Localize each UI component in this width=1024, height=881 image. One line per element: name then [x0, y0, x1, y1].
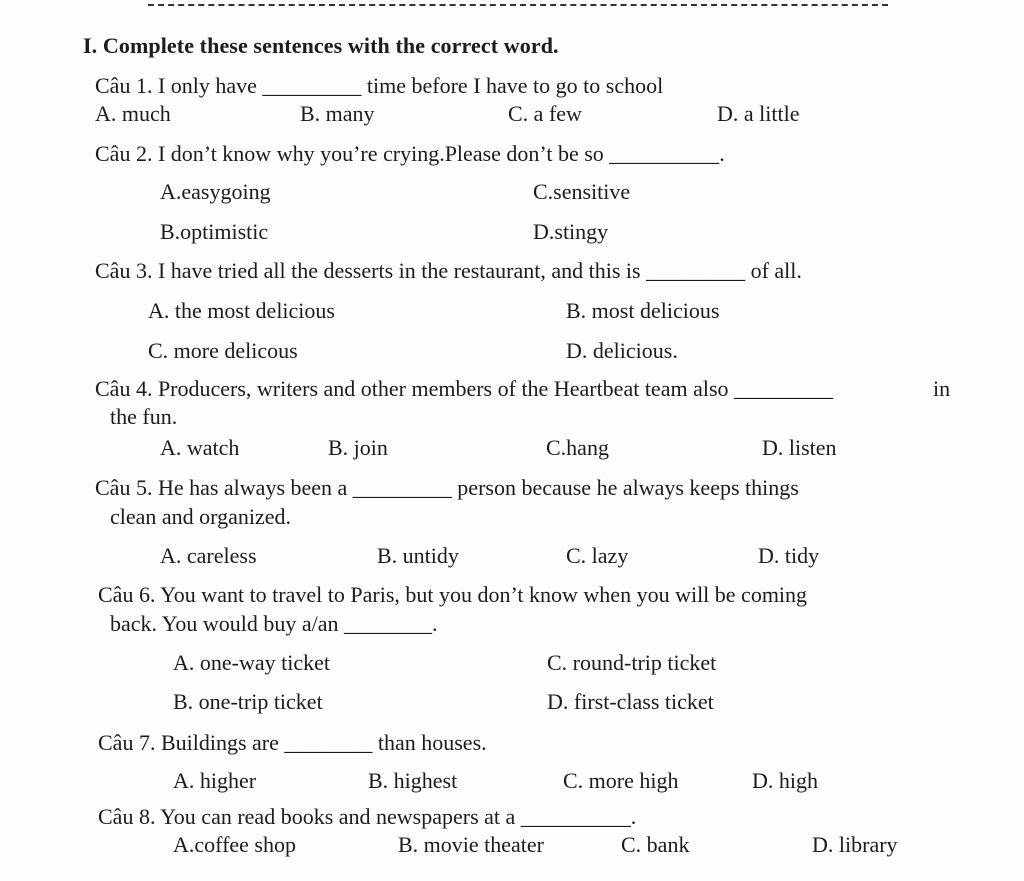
question-3-text: Câu 3. I have tried all the desserts in the restaurant, and this is _________ of all.	[95, 258, 802, 283]
q1-option-a: A. much	[95, 101, 171, 126]
q3-option-d: D. delicious.	[566, 338, 678, 363]
question-6-text: Câu 6. You want to travel to Paris, but you don’t know when you will be coming	[98, 582, 808, 607]
q7-option-d: D. high	[752, 768, 818, 793]
q6-option-c: C. round-trip ticket	[547, 650, 717, 675]
q5-option-c: C. lazy	[566, 543, 629, 568]
question-6-text-line2: back. You would buy a/an ________.	[110, 611, 438, 636]
q3-option-b: B. most delicious	[566, 298, 720, 323]
q1-option-b: B. many	[300, 101, 375, 126]
question-4-text: Câu 4. Producers, writers and other members of the Heartbeat team also _________	[95, 376, 834, 401]
q2-option-c: C.sensitive	[533, 179, 631, 204]
q8-option-a: A.coffee shop	[173, 832, 296, 857]
question-2-text: Câu 2. I don’t know why you’re crying.Please don’t be so __________.	[95, 141, 725, 166]
q4-option-b: B. join	[328, 435, 388, 460]
q7-option-a: A. higher	[173, 768, 257, 793]
question-4-text-end: in	[933, 376, 951, 401]
q6-option-d: D. first-class ticket	[547, 689, 714, 714]
q5-option-a: A. careless	[160, 543, 257, 568]
q3-option-a: A. the most delicious	[148, 298, 335, 323]
q4-option-a: A. watch	[160, 435, 240, 460]
question-4-text-line2: the fun.	[110, 404, 178, 429]
q5-option-b: B. untidy	[377, 543, 459, 568]
question-8-text: Câu 8. You can read books and newspapers at a __________.	[98, 804, 637, 829]
q4-option-d: D. listen	[762, 435, 837, 460]
section-title: I. Complete these sentences with the correct word.	[83, 33, 559, 58]
q6-option-a: A. one-way ticket	[173, 650, 330, 675]
q5-option-d: D. tidy	[758, 543, 820, 568]
q1-option-c: C. a few	[508, 101, 582, 126]
q2-option-a: A.easygoing	[160, 179, 271, 204]
q3-option-c: C. more delicous	[148, 338, 298, 363]
question-5-text-line2: clean and organized.	[110, 504, 292, 529]
q6-option-b: B. one-trip ticket	[173, 689, 323, 714]
q4-option-c: C.hang	[546, 435, 609, 460]
q2-option-d: D.stingy	[533, 219, 609, 244]
q7-option-c: C. more high	[563, 768, 679, 793]
question-1-text: Câu 1. I only have _________ time before I have to go to school	[95, 73, 664, 98]
top-dashed-rule	[148, 4, 888, 6]
q2-option-b: B.optimistic	[160, 219, 269, 244]
q8-option-b: B. movie theater	[398, 832, 545, 857]
question-5-text: Câu 5. He has always been a _________ person because he always keeps things	[95, 475, 799, 500]
question-7-text: Câu 7. Buildings are ________ than houses.	[98, 730, 487, 755]
q8-option-c: C. bank	[621, 832, 690, 857]
q1-option-d: D. a little	[717, 101, 800, 126]
q7-option-b: B. highest	[368, 768, 458, 793]
q8-option-d: D. library	[812, 832, 898, 857]
